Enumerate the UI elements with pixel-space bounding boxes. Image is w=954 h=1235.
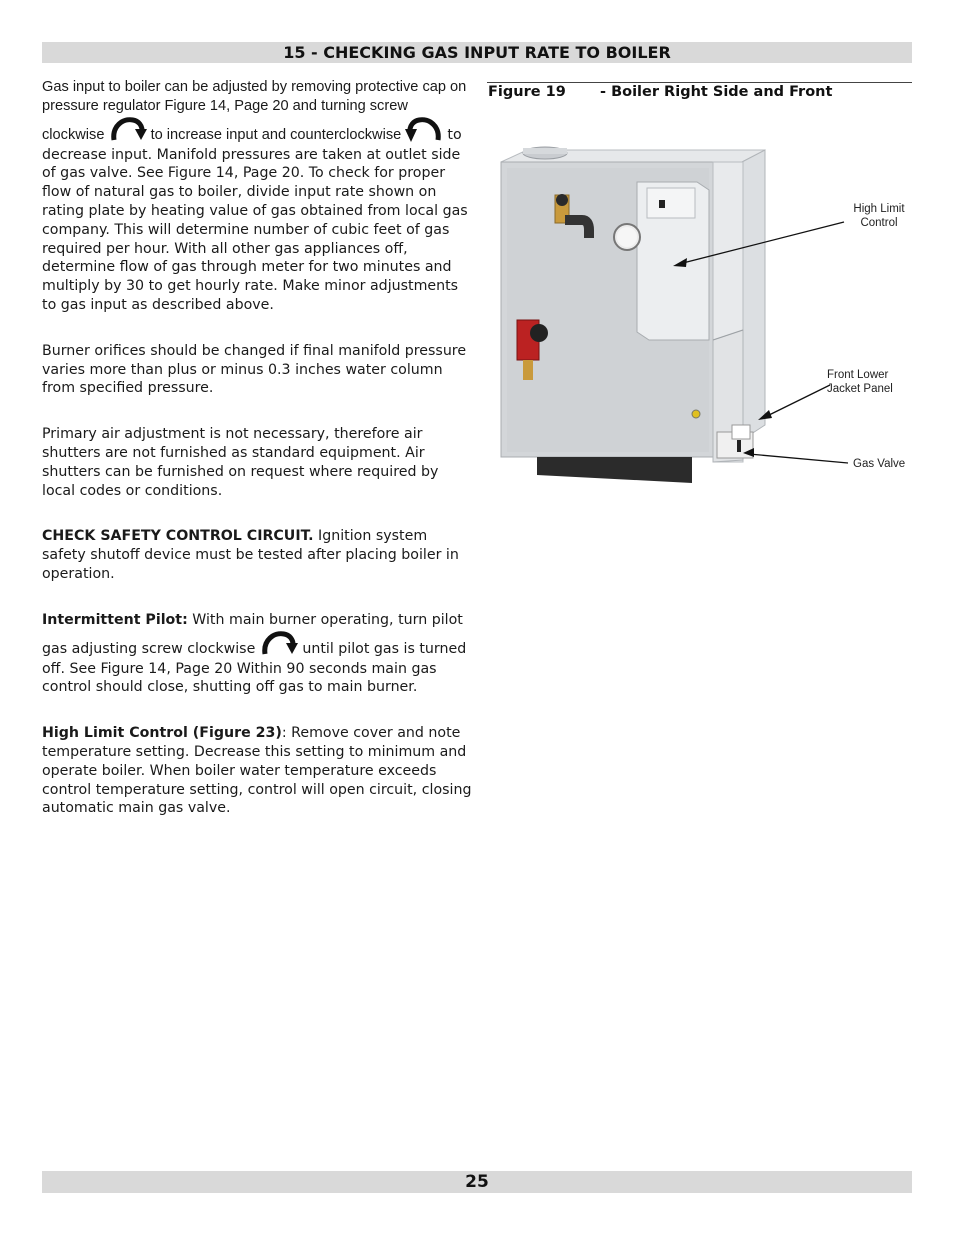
boiler-drawing [487, 140, 917, 490]
page-number: 25 [42, 1171, 912, 1193]
figure-caption [488, 84, 832, 100]
clockwise-arrow-icon [109, 116, 147, 146]
paragraph-high-limit: High Limit Control (Figure 23): Remove cover and note temperature setting. Decrease this setting to minimum and operate boiler. When boiler water temperature exceeds control temperature setting, control will open circuit, closing automatic main gas valve. [42, 725, 472, 817]
section-title: 15 - CHECKING GAS INPUT RATE TO BOILER [42, 42, 912, 63]
boiler-illustration [487, 140, 917, 490]
figure-number: Figure 19 [488, 84, 566, 100]
callout-front-lower-jacket: Front Lower Jacket Panel [827, 369, 893, 395]
callout-gas-valve: Gas Valve [853, 458, 906, 470]
callout-high-limit: High Limit Control [853, 203, 905, 229]
body-text [42, 78, 472, 845]
clockwise-arrow-icon [260, 630, 298, 660]
figure-rule [487, 82, 912, 83]
figure-title: - Boiler Right Side and Front [600, 84, 833, 100]
paragraph-safety-circuit: CHECK SAFETY CONTROL CIRCUIT. Ignition system safety shutoff device must be tested after placing boiler in operation. [42, 528, 459, 582]
paragraph-air-adjustment: Primary air adjustment is not necessary, therefore air shutters are not furnished as standard equipment. Air shutters can be furnished on request where required by local codes or conditions. [42, 426, 439, 499]
paragraph-gas-input: Gas input to boiler can be adjusted by removing protective cap on pressure regulator Figure 14, Page 20 and turning screw clockwise to increase input and counterclockwise to decrease input. Manifold pressures are taken at outlet side of gas valve. See Figure 14, Page 20. To check for proper flow of natural gas to boiler, divide input rate shown on rating plate by heating value of gas obtained from local gas company. This will determine number of cubic feet of gas required per hour. With all other gas appliances off, determine flow of gas through meter for two minutes and multiply by 30 to get hourly rate. Make minor adjustments to gas input as described above. [42, 79, 468, 313]
counterclockwise-arrow-icon [405, 116, 443, 146]
paragraph-orifices: Burner orifices should be changed if final manifold pressure varies more than plus or minus 0.3 inches water column from specified pressure. [42, 342, 467, 397]
paragraph-intermittent-pilot: Intermittent Pilot: With main burner operating, turn pilot gas adjusting screw clockwise until pilot gas is turned off. See Figure 14, Page 20 Within 90 seconds main gas control should close, shutting off gas to main burner. [42, 611, 467, 696]
